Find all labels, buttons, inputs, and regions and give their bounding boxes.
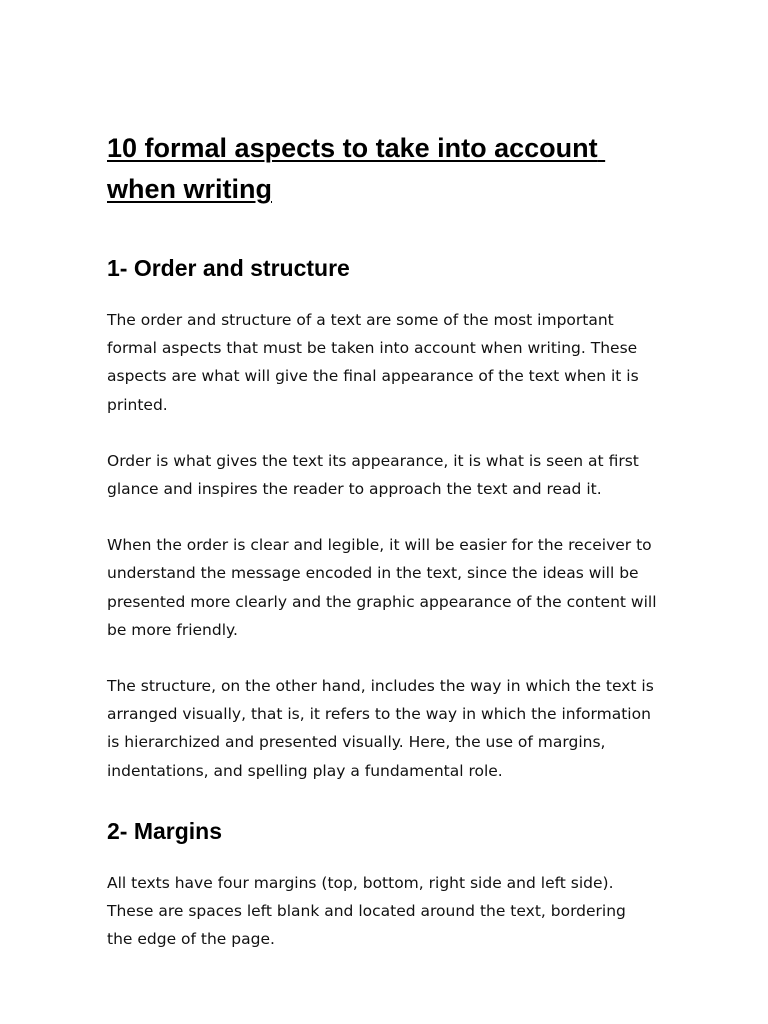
document-title: 10 formal aspects to take into account when writing xyxy=(107,133,606,204)
paragraph-order-structure-intro: The order and structure of a text are some of the most important formal aspects that must be taken into account when writing. These aspects are what will give the final appearance of the text when it is printed. xyxy=(107,311,639,414)
section-heading-order-structure: 1- Order and structure xyxy=(107,255,350,281)
paragraph-order-clarity: When the order is clear and legible, it will be easier for the receiver to understand the message encoded in the text, since the ideas will be presented more clearly and the graphic appearance of the content will be more friendly. xyxy=(107,536,657,639)
paragraph-structure: The structure, on the other hand, includes the way in which the text is arranged visually, that is, it refers to the way in which the information is hierarchized and presented visually. Here, the use of margins, indentations, and spelling play a fundamental role. xyxy=(107,677,654,780)
section-heading-margins: 2- Margins xyxy=(107,817,223,844)
paragraph-margins: All texts have four margins (top, bottom, right side and left side). These are spaces left blank and located around the text, bordering the edge of the page. xyxy=(107,873,626,949)
paragraph-order-appearance: Order is what gives the text its appearance, it is what is seen at first glance and inspires the reader to approach the text and read it. xyxy=(107,451,639,499)
document-page xyxy=(107,128,677,953)
